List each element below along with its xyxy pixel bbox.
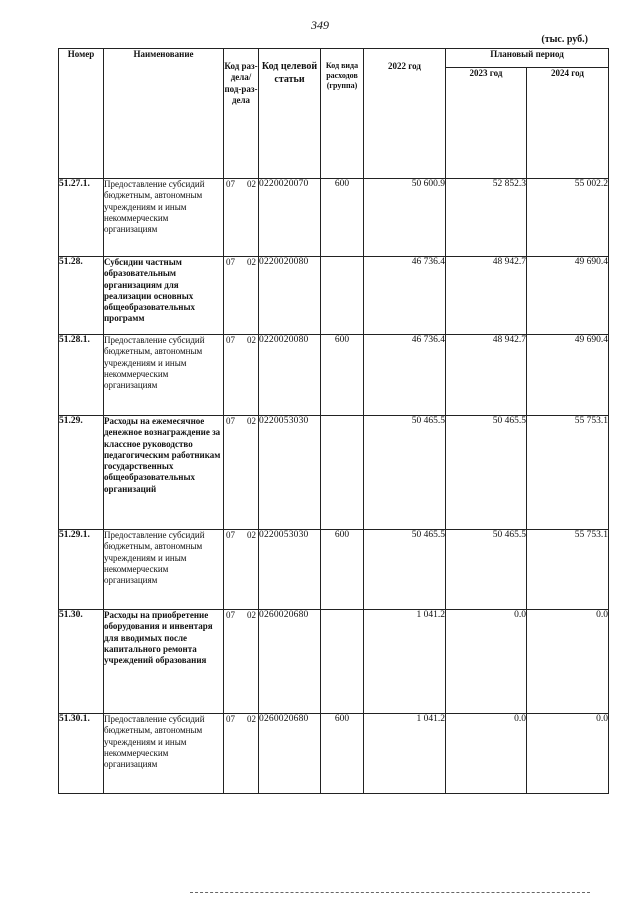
row-amount-2024: 55 753.1 (527, 530, 609, 610)
row-expense-group (321, 610, 364, 714)
row-amount-2023: 48 942.7 (446, 257, 527, 335)
row-target-code: 0220020080 (259, 335, 321, 416)
row-section-code (224, 335, 259, 416)
row-subsection: 02 (247, 179, 256, 189)
row-target-code: 0260020680 (259, 610, 321, 714)
budget-table (58, 48, 609, 794)
row-target-code: 0260020680 (259, 714, 321, 794)
row-section: 07 (226, 714, 235, 724)
row-name: Расходы на ежемесячное денежное вознаграждение за классное руководство педагогическим работникам государственных общеобразовательных организаций (104, 416, 224, 530)
row-name: Расходы на приобретение оборудования и инвентаря для вводимых после капитального ремонта учреждений образования (104, 610, 224, 714)
row-amount-2022: 50 600.9 (364, 179, 446, 257)
row-target-code: 0220053030 (259, 416, 321, 530)
header-year-2022-text: 2022 год (388, 61, 421, 71)
row-expense-group: 600 (321, 335, 364, 416)
header-number: Номер (59, 49, 104, 179)
table-row (59, 257, 609, 335)
row-section-code (224, 610, 259, 714)
header-year-2023: 2023 год (446, 68, 527, 179)
row-amount-2022: 50 465.5 (364, 530, 446, 610)
table-row (59, 530, 609, 610)
row-amount-2024: 55 753.1 (527, 416, 609, 530)
row-expense-group: 600 (321, 179, 364, 257)
row-amount-2022: 46 736.4 (364, 335, 446, 416)
table-row (59, 610, 609, 714)
row-amount-2022: 50 465.5 (364, 416, 446, 530)
row-section: 07 (226, 335, 235, 345)
row-amount-2024: 0.0 (527, 610, 609, 714)
units-label: (тыс. руб.) (541, 34, 588, 45)
row-name: Субсидии частным образовательным организациям для реализации основных общеобразовательных программ (104, 257, 224, 335)
row-amount-2023: 0.0 (446, 610, 527, 714)
row-amount-2023: 50 465.5 (446, 416, 527, 530)
table-row (59, 179, 609, 257)
header-section-code (224, 49, 259, 179)
row-section: 07 (226, 416, 235, 426)
row-amount-2023: 48 942.7 (446, 335, 527, 416)
row-section: 07 (226, 610, 235, 620)
row-name: Предоставление субсидий бюджетным, автономным учреждениям и иным некоммерческим организациям (104, 335, 224, 416)
footer-divider (190, 892, 590, 893)
row-section-code (224, 714, 259, 794)
row-amount-2023: 50 465.5 (446, 530, 527, 610)
header-section-code-text: Код раз-дела/ под-раз-дела (224, 61, 258, 105)
row-amount-2024: 49 690.4 (527, 257, 609, 335)
page-number: 349 (311, 18, 329, 32)
row-section-code (224, 257, 259, 335)
row-amount-2024: 55 002.2 (527, 179, 609, 257)
row-number: 51.27.1. (59, 179, 104, 257)
row-subsection: 02 (247, 530, 256, 540)
table-row (59, 335, 609, 416)
row-amount-2024: 0.0 (527, 714, 609, 794)
row-name: Предоставление субсидий бюджетным, автономным учреждениям и иным некоммерческим организациям (104, 530, 224, 610)
table-row (59, 416, 609, 530)
row-section-code (224, 530, 259, 610)
header-row-1 (59, 49, 609, 68)
row-section-code (224, 416, 259, 530)
row-target-code: 0220020080 (259, 257, 321, 335)
row-subsection: 02 (247, 416, 256, 426)
row-expense-group (321, 257, 364, 335)
row-target-code: 0220020070 (259, 179, 321, 257)
row-number: 51.30.1. (59, 714, 104, 794)
table-row (59, 714, 609, 794)
row-subsection: 02 (247, 335, 256, 345)
row-subsection: 02 (247, 610, 256, 620)
row-amount-2022: 1 041.2 (364, 714, 446, 794)
header-expense-type (321, 49, 364, 179)
row-number: 51.29. (59, 416, 104, 530)
row-number: 51.28. (59, 257, 104, 335)
header-target-code (259, 49, 321, 179)
row-target-code: 0220053030 (259, 530, 321, 610)
row-expense-group: 600 (321, 530, 364, 610)
row-amount-2023: 0.0 (446, 714, 527, 794)
row-subsection: 02 (247, 714, 256, 724)
row-name: Предоставление субсидий бюджетным, автономным учреждениям и иным некоммерческим организациям (104, 179, 224, 257)
header-target-code-text: Код целевой статьи (261, 61, 318, 85)
row-amount-2023: 52 852.3 (446, 179, 527, 257)
row-number: 51.30. (59, 610, 104, 714)
row-name: Предоставление субсидий бюджетным, автономным учреждениям и иным некоммерческим организациям (104, 714, 224, 794)
header-year-2022 (364, 49, 446, 179)
header-plan-period: Плановый период (446, 49, 609, 68)
header-expense-type-text: Код вида расходов (группа) (325, 61, 359, 90)
row-subsection: 02 (247, 257, 256, 267)
row-expense-group: 600 (321, 714, 364, 794)
row-amount-2022: 1 041.2 (364, 610, 446, 714)
row-section: 07 (226, 530, 235, 540)
row-amount-2024: 49 690.4 (527, 335, 609, 416)
row-expense-group (321, 416, 364, 530)
row-number: 51.28.1. (59, 335, 104, 416)
row-amount-2022: 46 736.4 (364, 257, 446, 335)
header-year-2024: 2024 год (527, 68, 609, 179)
header-name: Наименование (104, 49, 224, 179)
row-number: 51.29.1. (59, 530, 104, 610)
row-section: 07 (226, 179, 235, 189)
row-section-code (224, 179, 259, 257)
row-section: 07 (226, 257, 235, 267)
